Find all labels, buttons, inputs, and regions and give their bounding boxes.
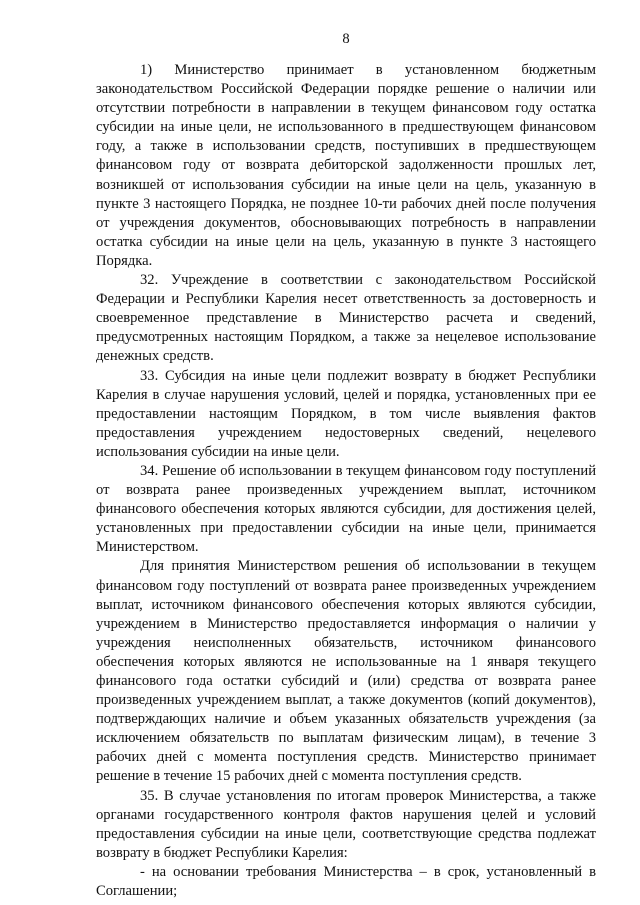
paragraph-33: 33. Субсидия на иные цели подлежит возврату в бюджет Республики Карелия в случае нарушения условий, целей и порядка, установленных при ее предоставлении настоящим Порядком, в том числе выявления фактов предоставления учреждением недостоверных сведений, нецелевого использования субсидии на иные цели. bbox=[96, 367, 596, 460]
paragraph-35-item-1: - на основании требования Министерства – в срок, установленный в Соглашении; bbox=[96, 863, 596, 900]
paragraph-34: 34. Решение об использовании в текущем финансовом году поступлений от возврата ранее произведенных учреждением выплат, источником финансового обеспечения которых являются субсидии, для достижения целей, установленных при предоставлении субсидии на иные цели, принимается Министерством. bbox=[96, 462, 596, 556]
paragraph-35: 35. В случае установления по итогам проверок Министерства, а также органами государственного контроля фактов нарушения целей и условий предоставления субсидии на иные цели, соответствующие средства подлежат возврату в бюджет Республики Карелия: bbox=[96, 787, 596, 861]
paragraph-32: 32. Учреждение в соответствии с законодательством Российской Федерации и Республики Карелия несет ответственность за достоверность и своевременное представление в Министерство расчета и сведений, предусмотренных настоящим Порядком, а также за нецелевое использование денежных средств. bbox=[96, 272, 596, 365]
paragraph-1-item-1: 1) Министерство принимает в установленном бюджетным законодательством Российской Федерации порядке решение о наличии или отсутствии потребности в направлении в текущем финансовом году остатка субсидии на иные цели, не использованного в предшествующем финансовом году, а также в использовании средств, поступивших в предшествующем финансовом году от возврата дебиторской задолженности прошлых лет, возникшей от использования субсидии на иные цели на цель, указанную в пункте 3 настоящего Порядка, не позднее 10-ти рабочих дней после получения от учреждения документов, обосновывающих потребность в направлении остатка субсидии на иные цели на цель, указанную в пункте 3 настоящего Порядка. bbox=[96, 62, 596, 269]
paragraph-34-continuation: Для принятия Министерством решения об использовании в текущем финансовом году поступлений от возврата ранее произведенных учреждением выплат, источником финансового обеспечения которых являются субсидии, учреждением в Министерство предоставляется информация о наличии у учреждения неисполненных обязательств, источником финансового обеспечения которых являются не использованные на 1 января текущего финансового года остатки субсидий и (или) средства от возврата ранее произведенных учреждением выплат, а также документов (копий документов), подтверждающих наличие и объем указанных обязательств учреждения (за исключением обязательств по выплатам физическим лицам), в течение 3 рабочих дней с момента поступления средств. Министерство принимает решение в течение 15 рабочих дней с момента поступления средств. bbox=[96, 558, 596, 785]
page-number: 8 bbox=[342, 31, 350, 47]
